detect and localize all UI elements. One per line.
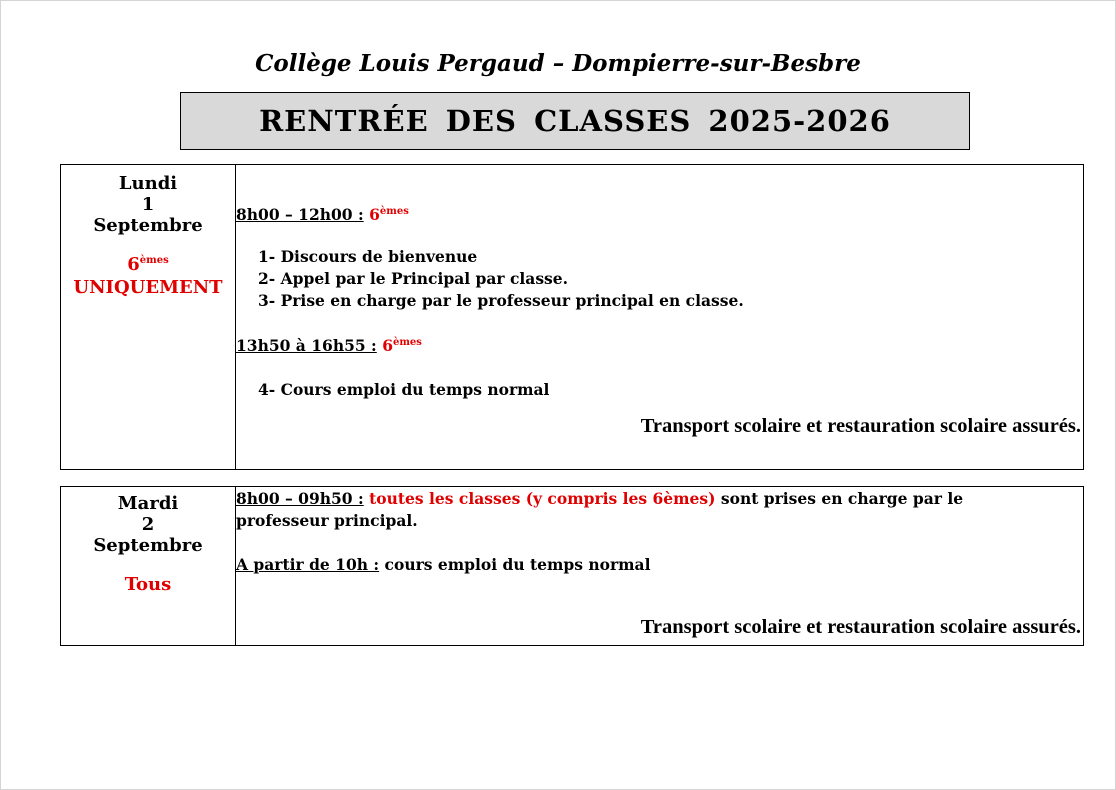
slot2 bbox=[236, 332, 1083, 357]
slot1-time: 8h00 – 12h00 : bbox=[236, 205, 364, 225]
slot2 bbox=[236, 554, 1083, 576]
slot2-text: cours emploi du temps normal bbox=[384, 555, 651, 574]
day-month: Septembre bbox=[93, 535, 203, 556]
slot2-group: 6èmes bbox=[382, 336, 422, 356]
slot2-time: 13h50 à 16h55 : bbox=[236, 336, 377, 356]
slot1 bbox=[236, 488, 1083, 510]
audience: Tous bbox=[124, 574, 172, 595]
step-4: 4- Cours emploi du temps normal bbox=[258, 380, 550, 400]
day-date: 1 bbox=[141, 194, 155, 215]
transport-note: Transport scolaire et restauration scolaire assurés. bbox=[640, 616, 1081, 638]
step-3: 3- Prise en charge par le professeur principal en classe. bbox=[258, 291, 744, 311]
day-table-tuesday bbox=[60, 486, 1084, 646]
title-box bbox=[180, 92, 970, 150]
day-cell bbox=[61, 487, 236, 646]
day-month: Septembre bbox=[93, 215, 203, 236]
page-title: RENTRÉE DES CLASSES 2025-2026 bbox=[259, 104, 891, 138]
step-1: 1- Discours de bienvenue bbox=[258, 247, 478, 267]
day-table-monday bbox=[60, 164, 1084, 470]
audience: 6èmes bbox=[127, 254, 169, 275]
slot1-highlight: toutes les classes (y compris les 6èmes) bbox=[369, 489, 716, 508]
day-cell bbox=[61, 165, 236, 470]
school-name: Collège Louis Pergaud – Dompierre-sur-Besbre bbox=[255, 50, 861, 77]
slot1-rest-2: professeur principal. bbox=[236, 511, 418, 530]
day-name: Mardi bbox=[117, 493, 179, 514]
schedule-cell bbox=[236, 487, 1084, 646]
schedule-cell bbox=[236, 165, 1084, 470]
slot1-group: 6èmes bbox=[369, 205, 409, 225]
slot1-rest: sont prises en charge par le bbox=[720, 489, 964, 508]
steps-list bbox=[236, 246, 1083, 312]
transport-note: Transport scolaire et restauration scolaire assurés. bbox=[640, 415, 1081, 438]
step-2: 2- Appel par le Principal par classe. bbox=[258, 269, 569, 289]
slot1 bbox=[236, 201, 1083, 226]
day-name: Lundi bbox=[118, 173, 178, 194]
slot2-time: A partir de 10h : bbox=[236, 555, 380, 574]
audience-extra: UNIQUEMENT bbox=[73, 277, 223, 298]
day-date: 2 bbox=[141, 514, 155, 535]
slot1-time: 8h00 – 09h50 : bbox=[236, 489, 364, 508]
